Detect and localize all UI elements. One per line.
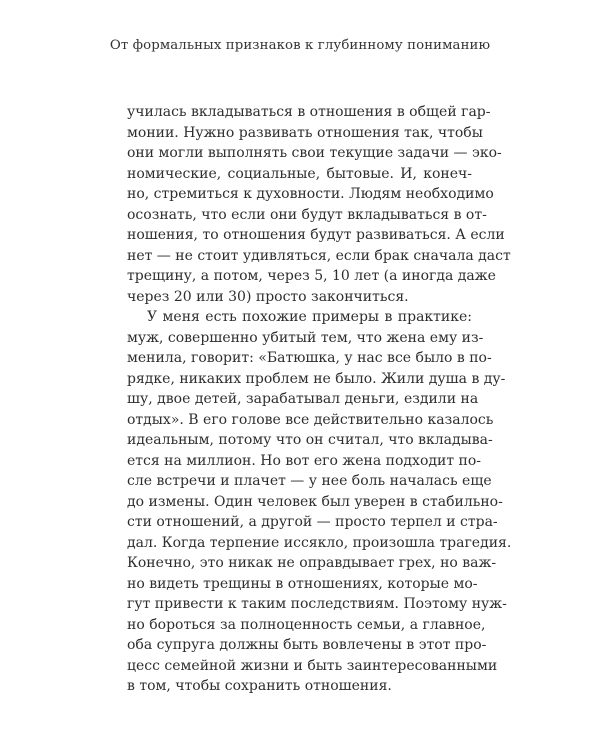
text-line: идеальным, потому что он считал, что вкладыва- bbox=[127, 432, 493, 448]
text-line: но видеть трещины в отношениях, которые мо- bbox=[127, 575, 478, 592]
text-line: сле встречи и плачет — у нее боль началась еще bbox=[127, 473, 492, 489]
text-line: ношения, то отношения будут развиваться. А если bbox=[127, 227, 505, 243]
text-line: но бороться за полноценность семьи, а главное, bbox=[127, 616, 486, 633]
body-text bbox=[127, 102, 512, 697]
text-line: цесс семейной жизни и быть заинтересованными bbox=[127, 657, 498, 674]
text-line: через 20 или 30) просто закончиться. bbox=[127, 288, 409, 305]
text-line: в том, чтобы сохранить отношения. bbox=[127, 678, 392, 694]
text-line: шу, двое детей, зарабатывал деньги, ездили на bbox=[127, 391, 479, 407]
text-line: нет — не стоит удивляться, если брак сначала даст bbox=[127, 247, 511, 264]
text-line: рядке, никаких проблем не было. Жили душа в ду- bbox=[127, 370, 506, 387]
text-line: до измены. Один человек был уверен в стабильно- bbox=[127, 493, 503, 510]
text-line: трещину, а потом, через 5, 10 лет (а иногда даже bbox=[127, 268, 496, 284]
text-line: гут привести к таким последствиям. Поэтому нуж- bbox=[127, 596, 507, 612]
text-line: училась вкладываться в отношения в общей гар- bbox=[127, 104, 491, 120]
text-line: монии. Нужно развивать отношения так, чтобы bbox=[127, 124, 483, 141]
text-line: У меня есть похожие примеры в практике: bbox=[147, 309, 472, 325]
text-line: номические, социальные, бытовые. И, конеч- bbox=[127, 165, 472, 182]
text-line: менила, говорит: «Батюшка, у нас все было в по- bbox=[127, 350, 492, 366]
text-line: Конечно, это никак не оправдывает грех, но важ- bbox=[127, 555, 497, 571]
text-line: сти отношений, а другой — просто терпел и стра- bbox=[127, 514, 498, 530]
text-line: но, стремиться к духовности. Людям необходимо bbox=[127, 186, 494, 202]
text-line: муж, совершенно убитый тем, что жена ему из- bbox=[127, 329, 484, 346]
text-line: дал. Когда терпение иссякло, произошла трагедия. bbox=[127, 534, 512, 551]
text-line: отдых». В его голове все действительно казалось bbox=[127, 411, 494, 428]
text-line: оба супруга должны быть вовлечены в этот про- bbox=[127, 637, 487, 653]
text-line: они могли выполнять свои текущие задачи — эко- bbox=[127, 145, 502, 161]
text-line: осознать, что если они будут вкладываться в от- bbox=[127, 206, 487, 223]
running-head: От формальных признаков к глубинному пониманию bbox=[109, 38, 491, 53]
text-line: ется на миллион. Но вот его жена подходит по- bbox=[127, 452, 482, 469]
